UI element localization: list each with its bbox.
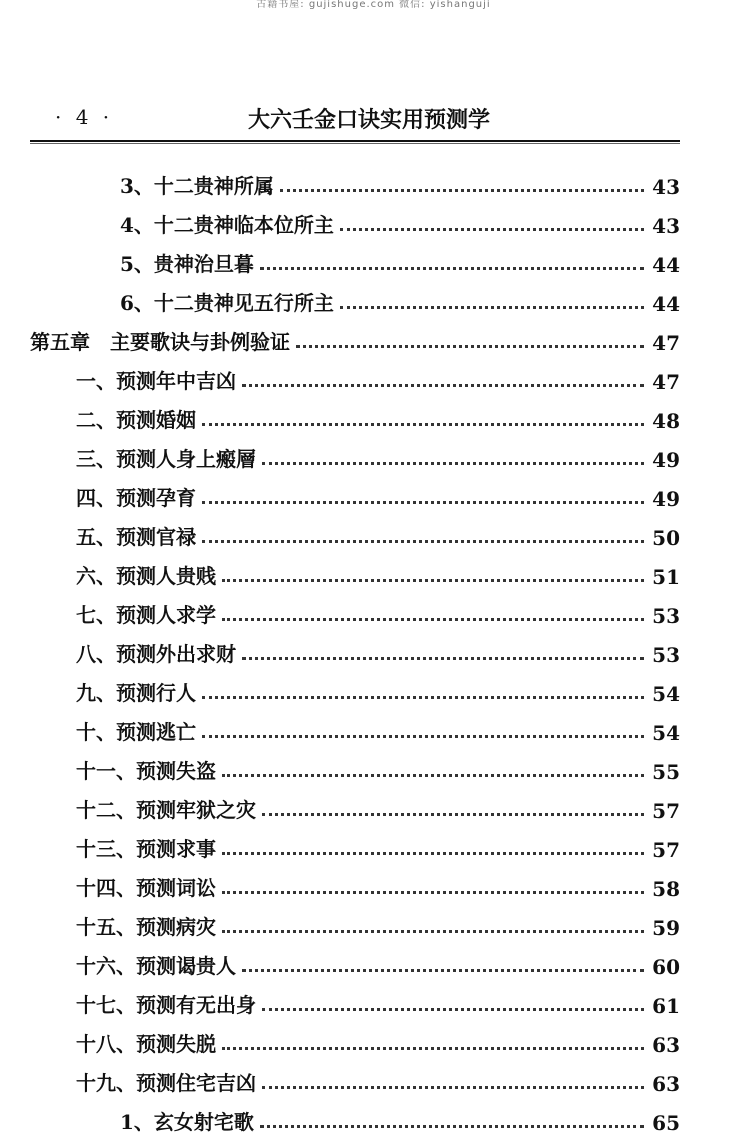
toc-entry-label: 3、十二贵神所属 <box>120 174 274 198</box>
toc-entry-page: 60 <box>652 955 680 979</box>
toc-entry-page: 49 <box>652 487 680 511</box>
dot-leader <box>202 696 644 699</box>
dot-leader <box>262 1086 644 1089</box>
dot-leader <box>262 1008 644 1011</box>
toc-entry-label: 八、预测外出求财 <box>76 642 236 666</box>
page-number: · 4 · <box>55 105 114 129</box>
toc-entry-page: 54 <box>652 682 680 706</box>
toc-entry-label: 九、预测行人 <box>76 681 196 705</box>
dot-leader <box>262 462 644 465</box>
toc-entry-page: 50 <box>652 526 680 550</box>
dot-leader <box>202 540 644 543</box>
header-rule <box>30 140 680 142</box>
toc-entry-page: 47 <box>652 331 680 355</box>
toc-entry[interactable] <box>76 943 680 979</box>
dot-leader <box>260 267 644 270</box>
toc-entry[interactable] <box>76 397 680 433</box>
toc-entry-page: 54 <box>652 721 680 745</box>
toc-entry[interactable] <box>76 982 680 1018</box>
toc-entry-page: 53 <box>652 604 680 628</box>
toc-entry[interactable] <box>76 904 680 940</box>
toc-entry-label: 十一、预测失盗 <box>76 759 216 783</box>
dot-leader <box>260 1125 644 1128</box>
toc-entry[interactable] <box>76 436 680 472</box>
toc-entry-label: 十四、预测词讼 <box>76 876 216 900</box>
toc-entry[interactable] <box>76 865 680 901</box>
dot-leader <box>222 774 644 777</box>
toc-entry-page: 44 <box>652 253 680 277</box>
toc-entry-label: 第五章 主要歌诀与卦例验证 <box>30 330 290 354</box>
toc-entry-label: 六、预测人贵贱 <box>76 564 216 588</box>
toc-entry-label: 五、预测官禄 <box>76 525 196 549</box>
toc-entry-page: 58 <box>652 877 680 901</box>
toc-entry-page: 51 <box>652 565 680 589</box>
toc-entry-label: 二、预测婚姻 <box>76 408 196 432</box>
toc-entry[interactable] <box>120 202 680 238</box>
dot-leader <box>222 579 644 582</box>
toc-entry[interactable] <box>76 475 680 511</box>
dot-leader <box>280 189 644 192</box>
toc-entry[interactable] <box>76 553 680 589</box>
toc-entry-label: 十三、预测求事 <box>76 837 216 861</box>
book-title: 大六壬金口诀实用预测学 <box>248 107 491 133</box>
toc-entry[interactable] <box>76 358 680 394</box>
toc-entry[interactable] <box>76 592 680 628</box>
toc-entry[interactable] <box>76 1060 680 1096</box>
dot-leader <box>296 345 644 348</box>
toc-entry-page: 63 <box>652 1072 680 1096</box>
toc-entry-page: 47 <box>652 370 680 394</box>
toc-entry[interactable] <box>76 670 680 706</box>
dot-leader <box>242 384 644 387</box>
toc-entry[interactable] <box>76 709 680 745</box>
toc-entry-label: 十九、预测住宅吉凶 <box>76 1071 256 1095</box>
toc-entry-label: 三、预测人身上瘢層 <box>76 447 256 471</box>
dot-leader <box>340 228 644 231</box>
dot-leader <box>202 501 644 504</box>
toc-entry-page: 57 <box>652 799 680 823</box>
toc-entry-page: 43 <box>652 214 680 238</box>
dot-leader <box>202 423 644 426</box>
page-header <box>30 103 680 139</box>
toc-entry[interactable] <box>76 1021 680 1057</box>
toc-entry[interactable] <box>76 826 680 862</box>
dot-leader <box>222 930 644 933</box>
toc-entry-label: 十二、预测牢狱之灾 <box>76 798 256 822</box>
toc-chapter-entry[interactable] <box>30 319 680 355</box>
toc-entry-label: 1、玄女射宅歌 <box>120 1110 254 1134</box>
toc-entry[interactable] <box>76 631 680 667</box>
toc-entry-page: 59 <box>652 916 680 940</box>
toc-entry-page: 49 <box>652 448 680 472</box>
toc-entry-label: 十八、预测失脱 <box>76 1032 216 1056</box>
toc-entry-label: 十七、预测有无出身 <box>76 993 256 1017</box>
toc-entry[interactable] <box>76 514 680 550</box>
toc-entry-label: 4、十二贵神临本位所主 <box>120 213 334 237</box>
toc-entry-label: 四、预测孕育 <box>76 486 196 510</box>
toc-entry[interactable] <box>120 163 680 199</box>
toc-entry-label: 十、预测逃亡 <box>76 720 196 744</box>
toc-entry-label: 一、预测年中吉凶 <box>76 369 236 393</box>
toc-entry[interactable] <box>76 748 680 784</box>
dot-leader <box>242 969 644 972</box>
toc-entry[interactable] <box>76 787 680 823</box>
toc-entry-label: 七、预测人求学 <box>76 603 216 627</box>
watermark-text: 古籍书屋: gujishuge.com 微信: yishanguji <box>256 0 491 10</box>
dot-leader <box>340 306 644 309</box>
toc-entry-page: 48 <box>652 409 680 433</box>
dot-leader <box>242 657 644 660</box>
toc-entry-label: 5、贵神治旦暮 <box>120 252 254 276</box>
toc-entry[interactable] <box>120 1099 680 1135</box>
toc-entry-label: 十六、预测谒贵人 <box>76 954 236 978</box>
header-rule-thin <box>30 143 680 144</box>
toc-entry-page: 53 <box>652 643 680 667</box>
toc-entry-page: 65 <box>652 1111 680 1135</box>
toc-entry[interactable] <box>120 241 680 277</box>
dot-leader <box>222 891 644 894</box>
dot-leader <box>222 852 644 855</box>
toc-entry-page: 57 <box>652 838 680 862</box>
toc-entry-page: 61 <box>652 994 680 1018</box>
toc-entry-label: 6、十二贵神见五行所主 <box>120 291 334 315</box>
toc-entry-page: 55 <box>652 760 680 784</box>
toc-entry-page: 44 <box>652 292 680 316</box>
dot-leader <box>202 735 644 738</box>
toc-entry-label: 十五、预测病灾 <box>76 915 216 939</box>
toc-entry-page: 43 <box>652 175 680 199</box>
dot-leader <box>222 1047 644 1050</box>
toc-entry[interactable] <box>120 280 680 316</box>
dot-leader <box>222 618 644 621</box>
toc-entry-page: 63 <box>652 1033 680 1057</box>
dot-leader <box>262 813 644 816</box>
